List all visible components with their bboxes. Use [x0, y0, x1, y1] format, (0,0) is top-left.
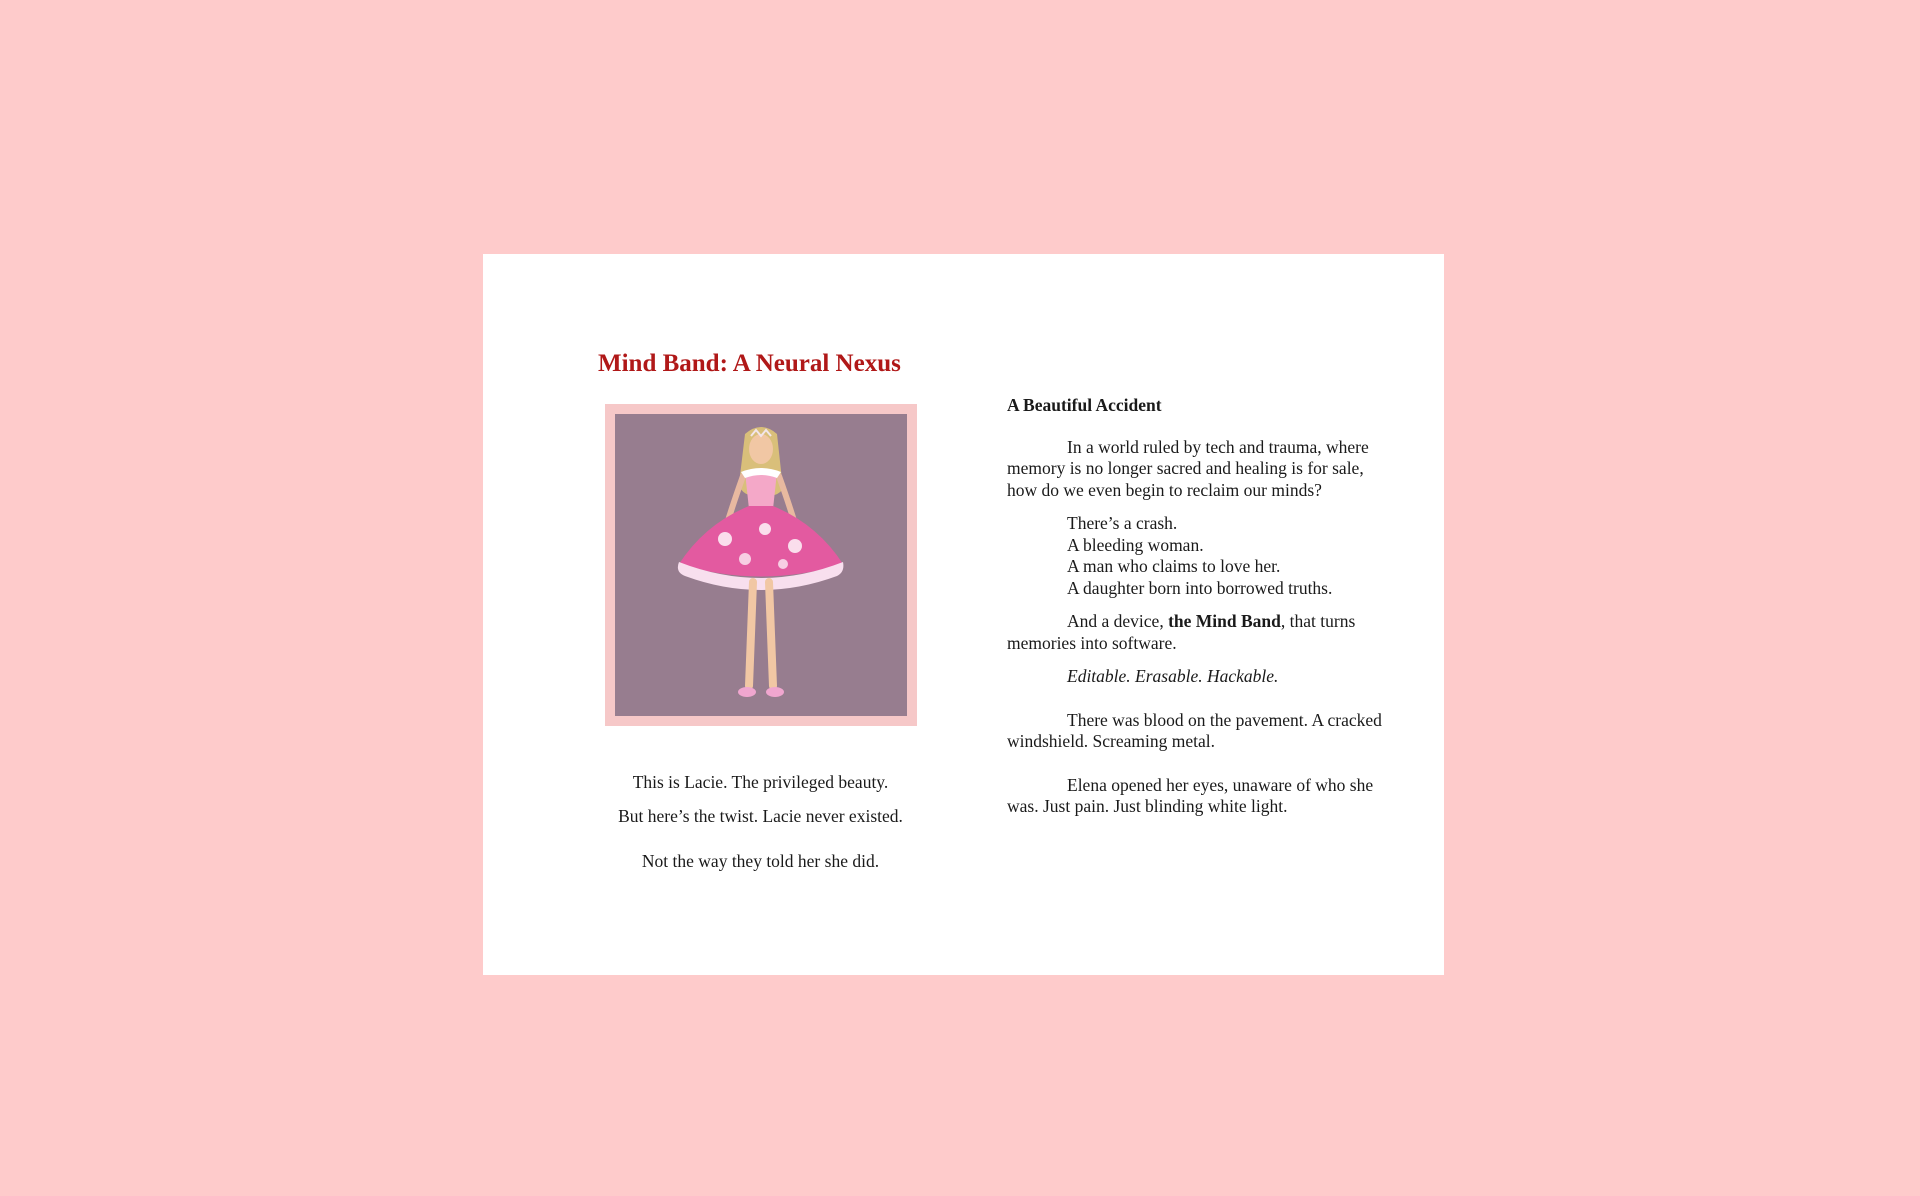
paragraph-elena: Elena opened her eyes, unaware of who she was. Just pain. Just blinding white light. [1007, 774, 1374, 816]
device-text-before: And a device, [1067, 611, 1169, 631]
crash-lines [1007, 513, 1387, 599]
line-daughter: A daughter born into borrowed truths. [1067, 577, 1333, 598]
device-text-after: , that turns memories into software. [1007, 611, 1356, 653]
caption-twist: But here’s the twist. Lacie never existed. [618, 806, 903, 826]
illustration-frame [605, 404, 917, 726]
document-page [483, 254, 1444, 975]
caption-not-the-way: Not the way they told her she did. [641, 851, 880, 871]
paragraph-world: In a world ruled by tech and trauma, where memory is no longer sacred and healing is for sale, how do we even begin to reclaim our minds? [1007, 436, 1369, 500]
doll-illustration [615, 414, 907, 716]
section-heading: A Beautiful Accident [1007, 395, 1162, 415]
paragraph-blood: There was blood on the pavement. A cracked windshield. Screaming metal. [1007, 709, 1382, 751]
caption-lacie: This is Lacie. The privileged beauty. [632, 772, 889, 792]
line-man: A man who claims to love her. [1067, 556, 1281, 576]
doll-figure [615, 414, 907, 716]
page-title: Mind Band: A Neural Nexus [598, 350, 901, 377]
line-crash: There’s a crash. [1067, 513, 1178, 533]
right-column [1007, 395, 1387, 818]
left-column [598, 349, 933, 379]
device-name: the Mind Band [1168, 611, 1281, 631]
paragraph-device [1007, 611, 1387, 654]
line-bleeding-woman: A bleeding woman. [1067, 534, 1204, 555]
italic-line: Editable. Erasable. Hackable. [1067, 666, 1279, 686]
